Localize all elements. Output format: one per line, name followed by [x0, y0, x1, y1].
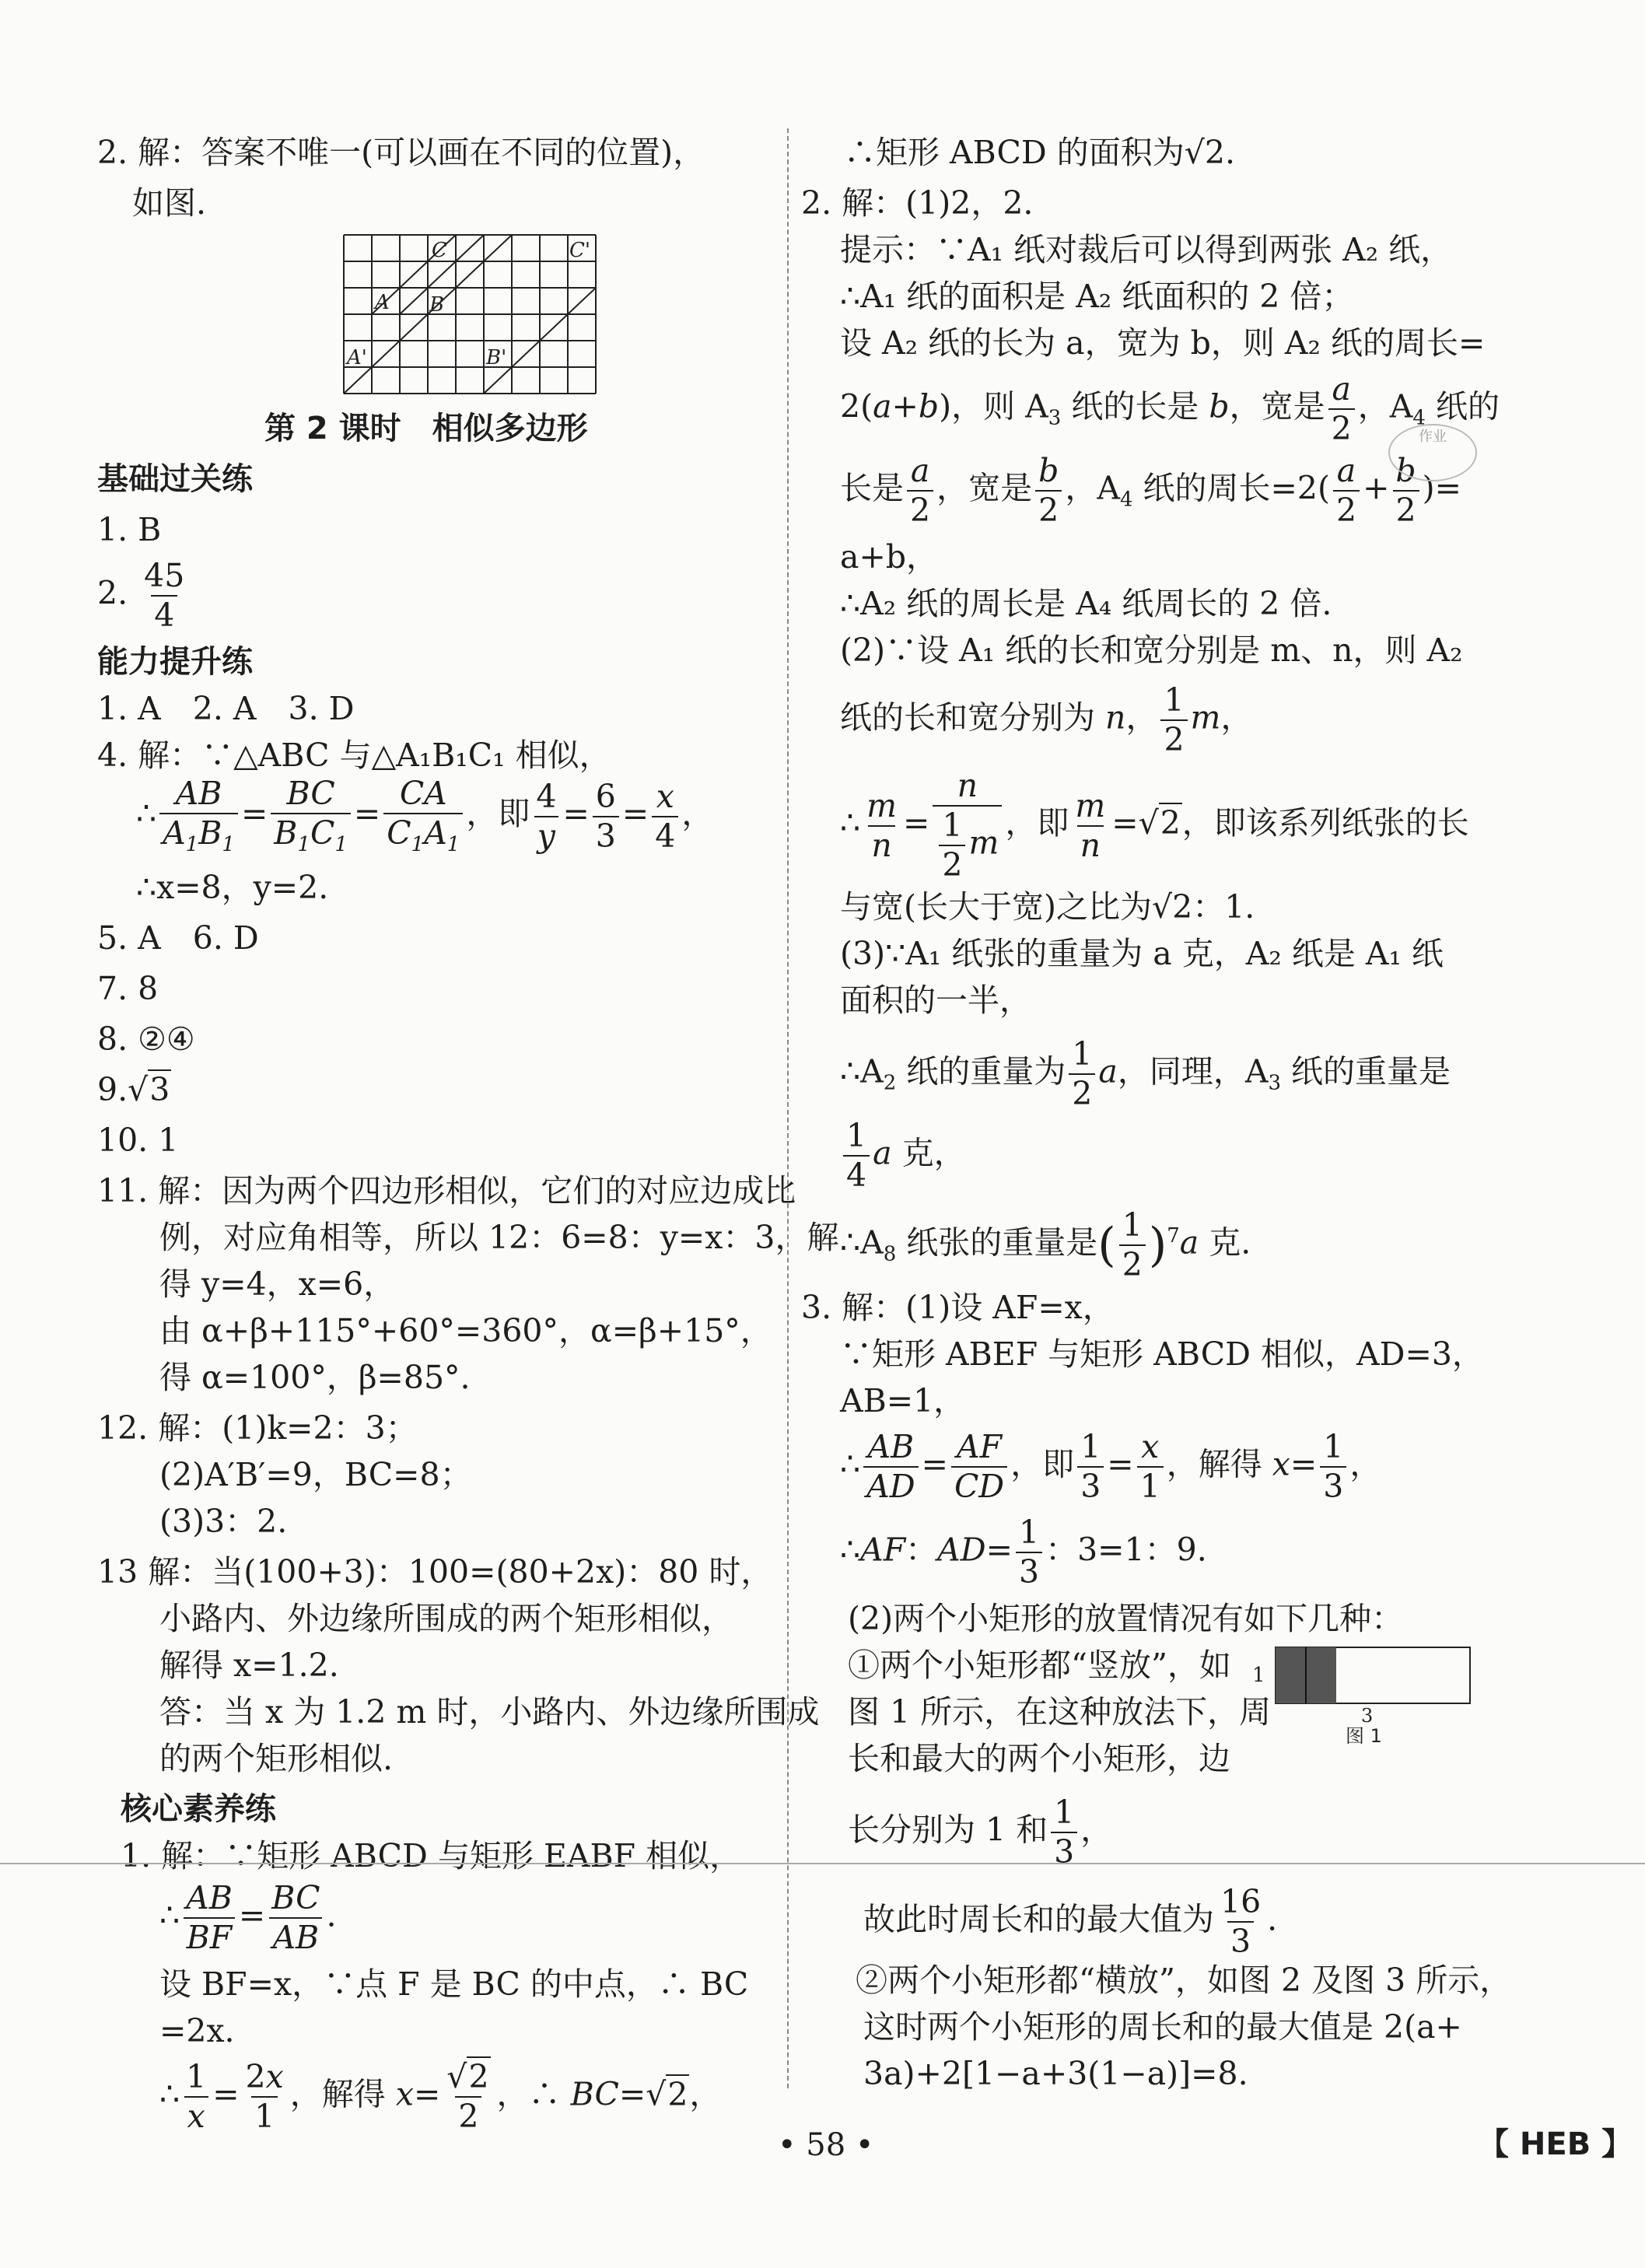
core-1-solve: ∴ $\frac{1}{x}$ = $\frac{2x}{1}$ ，解得 x= $\frac{√2}{2}$ ，∴ BC=√2， [159, 2058, 722, 2135]
ability-7: 7. 8 [97, 970, 159, 1007]
figure-1-side-label: 1 [1252, 1664, 1265, 1687]
homework-stamp: 作业 [1388, 424, 1477, 481]
r2-line3: ∴A₁ 纸的面积是 A₂ 纸面积的 2 倍； [840, 278, 1354, 315]
r3-line3: AB=1， [840, 1382, 966, 1419]
ability-8: 8. ②④ [97, 1020, 195, 1058]
ability-4-result: ∴x=8，y=2. [136, 869, 329, 906]
section-core: 核心素养练 [121, 1791, 276, 1827]
figure-1-bottom-label: 3 [1361, 1705, 1374, 1727]
ability-9-prefix: 9. [97, 1071, 128, 1108]
ability-11-line4: 由 α+β+115°+60°=360°，α=β+15°， [159, 1312, 772, 1349]
section-basic: 基础过关练 [97, 461, 253, 497]
lesson-title: 第 2 课时 相似多边形 [264, 411, 588, 446]
r2-line10: 纸的长和宽分别为 n， $\frac{1}{2}$ m， [840, 681, 1253, 758]
grid-label-b: B [429, 293, 445, 317]
r-area-result: ∴矩形 ABCD 的面积为√2. [844, 134, 1236, 171]
r3-line4: ∴ $\frac{AB}{AD}$ = $\frac{AF}{CD}$ ，即 $\frac{1}{3}$ = $\frac{x}{1}$ ，解得 x= $\frac{1}{3}$ ， [840, 1428, 1382, 1505]
r3-line5: ∴AF：AD= $\frac{1}{3}$ ：3=1：9. [840, 1514, 1207, 1591]
r2-line4: 设 A₂ 纸的长为 a，宽为 b，则 A₂ 纸的周长= [840, 324, 1486, 362]
page-number: • 58 • [778, 2127, 874, 2163]
r3-line7: ①两个小矩形都“竖放”，如 [848, 1647, 1231, 1684]
grid-label-b-prime: B' [486, 346, 507, 369]
ability-5-6: 5. A 6. D [97, 919, 259, 957]
r2-line8: ∴A₂ 纸的周长是 A₄ 纸周长的 2 倍. [840, 585, 1332, 622]
figure-1 [1252, 1633, 1501, 1758]
basic-1: 1. B [97, 511, 162, 548]
r3-line1: 3. 解：(1)设 AF=x， [801, 1289, 1115, 1326]
ability-13-line3: 解得 x=1.2. [159, 1647, 339, 1684]
column-divider [787, 128, 789, 2088]
figure-1-caption: 图 1 [1346, 1725, 1382, 1747]
r3-line11: 故此时周长和的最大值为 $\frac{16}{3}$ . [863, 1883, 1278, 1960]
r2-line16: $\frac{1}{4}$ a 克， [840, 1120, 966, 1192]
r2-line9: (2)∵设 A₁ 纸的长和宽分别是 m、n，则 A₂ [840, 632, 1463, 669]
r3-line10: 长分别为 1 和 $\frac{1}{3}$ ， [848, 1794, 1113, 1871]
grid-figure [342, 233, 599, 397]
r2-line14: 面积的一半， [840, 982, 1031, 1019]
edition-badge: 【 HEB 】 [1478, 2126, 1633, 2162]
section-ability: 能力提升练 [97, 644, 253, 680]
r3-line9: 长和最大的两个小矩形，边 [848, 1740, 1230, 1777]
ability-4-equation: ∴ $\frac{AB}{A_1B_1}$ = $\frac{BC}{B_1C_1}$ = $\frac{CA}{C_1A_1}$ ，即 $\frac{4}{y}$ = $\frac{6}{3}$ = $\frac{x}{4}$ ， [136, 775, 714, 857]
ability-12-line3: (3)3：2. [159, 1503, 288, 1540]
r2-line11: ∴ $\frac{m}{n}$ = n $\frac{1}{2}$ m ，即 $\frac{m}{n}$ =√2，即该系列纸张的长 [840, 767, 1469, 884]
ability-13-line5: 的两个矩形相似. [159, 1740, 394, 1777]
ability-13-line2: 小路内、外边缘所围成的两个矩形相似， [159, 1600, 733, 1637]
r3-line2: ∵矩形 ABEF 与矩形 ABCD 相似，AD=3， [840, 1335, 1484, 1373]
ability-11-line2: 例，对应角相等，所以 12：6=8：y=x：3，解 [159, 1219, 839, 1256]
ability-12-line2: (2)A′B′=9，BC=8； [159, 1456, 472, 1493]
r2-line1: 2. 解：(1)2，2. [801, 184, 1034, 222]
fold-line [0, 1863, 1645, 1864]
r2-line12: 与宽(长大于宽)之比为√2：1. [840, 888, 1255, 926]
q2-line1: 2. 解：答案不唯一(可以画在不同的位置)， [97, 134, 705, 171]
ability-9: 9.√3 [97, 1071, 170, 1108]
ability-13-line4: 答：当 x 为 1.2 m 时，小路内、外边缘所围成 [159, 1693, 820, 1731]
ability-13-line1: 13 解：当(100+3)：100=(80+2x)：80 时， [97, 1553, 773, 1591]
basic-2-prefix: 2. [97, 574, 128, 612]
r3-line14: 3a)+2[1−a+3(1−a)]=8. [863, 2055, 1248, 2092]
fraction-45-4 [141, 557, 187, 634]
r2-line13: (3)∵A₁ 纸张的重量为 a 克，A₂ 纸是 A₁ 纸 [840, 935, 1444, 972]
r3-line13: 这时两个小矩形的周长和的最大值是 2(a+ [863, 2008, 1462, 2046]
grid-label-a: A [375, 291, 390, 314]
r2-line15: $\therefore A_2$ 纸的重量为 $\frac{1}{2}$ a，同理，$A_3$ 纸的重量是 [840, 1035, 1451, 1112]
basic-2 [97, 557, 191, 634]
q2-line2: 如图. [132, 184, 207, 222]
r2-line17: $\therefore A_8$ 纸张的重量是( $\frac{1}{2}$ )$^7$a 克. [840, 1206, 1251, 1283]
r2-line6: 长是 $\frac{a}{2}$ ，宽是 $\frac{b}{2}$ ，$A_4$ 纸的周长=2( $\frac{a}{2}$ + $\frac{b}{2}$ )= [840, 452, 1462, 529]
r3-line12: ②两个小矩形都“横放”，如图 2 及图 3 所示， [856, 1962, 1512, 1999]
r2-line7: a+b， [840, 538, 939, 576]
r2-line2: 提示：∵A₁ 纸对裁后可以得到两张 A₂ 纸， [840, 231, 1453, 268]
r3-line8: 图 1 所示，在这种放法下，周 [848, 1693, 1272, 1731]
grid-label-c-prime: C' [569, 239, 591, 262]
ability-10: 10. 1 [97, 1122, 179, 1159]
ability-11-line3: 得 y=4，x=6， [159, 1265, 396, 1303]
denominator: 4 [151, 595, 177, 632]
r3-line6: (2)两个小矩形的放置情况有如下几种： [848, 1600, 1404, 1637]
numerator: 45 [144, 557, 185, 594]
ability-4: 4. 解：∵△ABC 与△A₁B₁C₁ 相似， [97, 737, 611, 774]
core-1-line3: 设 BF=x，∵点 F 是 BC 的中点，∴ BC [159, 1965, 749, 2003]
ability-11-line5: 得 α=100°，β=85°. [159, 1359, 471, 1396]
ability-1-3: 1. A 2. A 3. D [97, 690, 355, 727]
core-1-ratio: ∴ $\frac{AB}{BF}$ = $\frac{BC}{AB}$ . [159, 1879, 337, 1956]
r2-line5: 2(a+b)，则 $A_3$ 纸的长是 b，宽是 $\frac{a}{2}$ ，$A_4$ 纸的 [840, 370, 1500, 447]
ability-12-line1: 12. 解：(1)k=2：3； [97, 1409, 418, 1447]
ability-11-line1: 11. 解：因为两个四边形相似，它们的对应边成比 [97, 1172, 796, 1209]
ability-9-value: 3 [149, 1071, 170, 1108]
grid-label-a-prime: A' [347, 346, 367, 369]
grid-label-c: C [432, 239, 447, 262]
core-1-line4: =2x. [159, 2012, 235, 2049]
core-1-line1: 1. 解：∵矩形 ABCD 与矩形 EABF 相似， [121, 1837, 742, 1874]
